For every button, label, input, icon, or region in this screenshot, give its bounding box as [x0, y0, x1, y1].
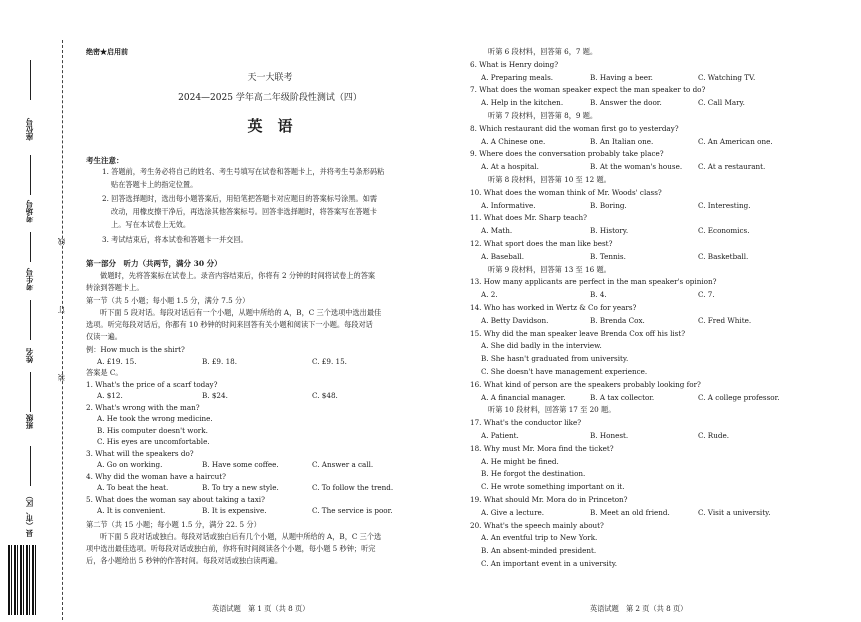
section2-title: 第二节（共 15 小题；每小题 1.5 分，满分 22. 5 分）: [86, 520, 261, 529]
note-line: 1. 答题前，考生务必将自己的姓名、考生号填写在试卷和答题卡上，并将考生号条形码粘: [102, 167, 385, 176]
option: B. Honest.: [590, 431, 629, 440]
option: B. To try a new style.: [202, 483, 279, 492]
section1-title: 第一节（共 5 小题；每小题 1.5 分，满分 7.5 分）: [86, 296, 250, 305]
option: C. At a restaurant.: [698, 162, 766, 172]
option: C. £9. 15.: [312, 356, 347, 366]
label-class: 班级: [25, 414, 34, 429]
option: C. A college professor.: [698, 392, 780, 402]
option: C. Rude.: [698, 431, 729, 440]
subject-title: 英 语: [247, 117, 293, 135]
example-answer: 答案是 C。: [86, 368, 123, 377]
option: C. Visit a university.: [698, 507, 771, 517]
intro-line: 选项。听完每段对话后，你都有 10 秒钟的时间来回答有关小题和阅读下一小题。每段对话: [86, 320, 373, 329]
fill-line: [30, 232, 31, 262]
option: A. A financial manager.: [481, 392, 566, 402]
option: C. His eyes are uncomfortable.: [97, 437, 210, 446]
option: A. Help in the kitchen.: [481, 98, 564, 108]
question: 14. Who has worked in Wertz & Co for years?: [470, 303, 637, 312]
question: 12. What sport does the man like best?: [470, 239, 613, 248]
option: A. Betty Davidson.: [481, 315, 549, 325]
option: B. Tennis.: [590, 251, 626, 261]
option: C. He wrote something important on it.: [481, 482, 625, 492]
fill-line: [30, 300, 31, 340]
option: B. An Italian one.: [590, 136, 654, 146]
option: C. Call Mary.: [698, 98, 745, 108]
question: 6. What is Henry doing?: [470, 59, 559, 69]
option: B. $24.: [202, 391, 228, 400]
option: B. 4.: [590, 290, 607, 300]
question: 2. What's wrong with the man?: [86, 402, 200, 412]
cut-word-bind: 装: [57, 374, 66, 382]
option: A. Baseball.: [481, 251, 525, 261]
cut-word-line: 线: [57, 238, 66, 246]
option: A. He took the wrong medicine.: [97, 414, 213, 423]
part1-title: 第一部分 听力（共两节，满分 30 分）: [86, 259, 222, 268]
option: B. Answer the door.: [590, 98, 662, 108]
option: C. Watching TV.: [698, 72, 756, 82]
material-heading: 听第 8 段材料，回答第 10 至 12 题。: [488, 175, 611, 184]
question: 10. What does the woman think of Mr. Woods' class?: [470, 187, 662, 197]
option: C. An American one.: [698, 136, 773, 146]
question: 11. What does Mr. Sharp teach?: [470, 213, 588, 223]
question: 1. What's the price of a scarf today?: [86, 379, 218, 389]
label-examinee: 考生号: [25, 268, 34, 291]
intro-line: 听下面 5 段对话或独白。每段对话或独白后有几个小题，从题中所给的 A，B，C 三个选: [100, 532, 382, 541]
note-line: 上。写在本试卷上无效。: [111, 220, 191, 229]
option: A. 2.: [481, 290, 498, 300]
material-heading: 听第 9 段材料，回答第 13 至 16 题。: [488, 264, 611, 274]
page-1-footer: 英语试题 第 1 页（共 8 页）: [212, 604, 310, 613]
option: B. Brenda Cox.: [590, 315, 645, 325]
notes-title: 考生注意：: [86, 156, 124, 165]
cut-word-order: 订: [57, 306, 66, 314]
note-line: 贴在答题卡上的指定位置。: [111, 180, 198, 189]
fill-line: [30, 155, 31, 195]
option: A. He might be fined.: [481, 456, 559, 466]
material-heading: 听第 10 段材料，回答第 17 至 20 题。: [488, 405, 616, 415]
option: A. Patient.: [481, 431, 519, 440]
example-question: 例：How much is the shirt?: [86, 345, 185, 354]
option: C. Answer a call.: [312, 460, 374, 469]
label-county: 县（市、区）: [25, 492, 34, 537]
option: B. £9. 18.: [202, 356, 237, 366]
fill-line: [30, 446, 31, 486]
secret-mark: 绝密★启用前: [86, 47, 128, 56]
intro-line: 转涂到答题卡上。: [86, 283, 144, 292]
label-name: 姓名: [25, 348, 34, 363]
option: B. She hasn't graduated from university.: [481, 354, 629, 364]
option: B. An absent-minded president.: [481, 546, 597, 556]
question: 18. Why must Mr. Mora find the ticket?: [470, 443, 614, 453]
option: A. An eventful trip to New York.: [481, 533, 598, 543]
option: B. Meet an old friend.: [590, 507, 670, 517]
option: C. Economics.: [698, 226, 750, 236]
option: C. $48.: [312, 391, 338, 400]
option: A. Give a lecture.: [481, 507, 545, 517]
note-line: 2. 回答选择题时，选出每小题答案后，用铅笔把答题卡对应题目的答案标号涂黑。如需: [102, 194, 378, 203]
intro-line: 听下面 5 段对话。每段对话后有一个小题，从题中所给的 A，B，C 三个选项中选出最佳: [100, 308, 382, 317]
question: 20. What's the speech mainly about?: [470, 520, 604, 530]
question: 4. Why did the woman have a haircut?: [86, 471, 226, 481]
option: C. She doesn't have management experience.: [481, 367, 648, 376]
page-2-footer: 英语试题 第 2 页（共 8 页）: [590, 604, 688, 613]
note-line: 改动，用橡皮擦干净后，再选涂其他答案标号。回答非选择题时，将答案写在答题卡: [111, 207, 377, 216]
label-seat: 座位号: [25, 118, 34, 141]
label-room: 考场号: [25, 200, 34, 223]
option: A. A Chinese one.: [481, 136, 546, 146]
option: B. Boring.: [590, 200, 627, 210]
option: B. His computer doesn't work.: [97, 425, 208, 435]
option: C. Basketball.: [698, 251, 749, 261]
option: C. An important event in a university.: [481, 559, 618, 568]
option: A. Math.: [481, 226, 513, 236]
option: B. Have some coffee.: [202, 460, 279, 469]
option: C. Interesting.: [698, 200, 751, 210]
option: A. Go on working.: [97, 460, 163, 469]
option: C. 7.: [698, 290, 715, 300]
exam-org: 天一大联考: [247, 73, 293, 83]
option: A. $12.: [97, 391, 123, 400]
option: A. Preparing meals.: [481, 72, 554, 82]
option: A. To beat the heat.: [97, 483, 169, 492]
question: 3. What will the speakers do?: [86, 448, 194, 458]
intro-line: 后，各小题给出 5 秒钟的作答时间。每段对话或独白读两遍。: [86, 556, 283, 565]
option: C. To follow the trend.: [312, 483, 394, 492]
option: B. He forgot the destination.: [481, 469, 586, 479]
question: 17. What's the conductor like?: [470, 418, 582, 428]
question: 19. What should Mr. Mora do in Princeton?: [470, 495, 628, 504]
option: C. The service is poor.: [312, 506, 393, 515]
question: 5. What does the woman say about taking a taxi?: [86, 494, 265, 504]
question: 13. How many applicants are perfect in the man speaker's opinion?: [470, 277, 717, 287]
fill-line: [30, 372, 31, 412]
option: A. She did badly in the interview.: [481, 341, 602, 351]
intro-line: 做题时，先将答案标在试卷上。录音内容结束后，你将有 2 分钟的时间将试卷上的答案: [100, 271, 376, 280]
option: B. A tax collector.: [590, 392, 655, 402]
option: A. It is convenient.: [97, 506, 166, 515]
intro-line: 仅读一遍。: [86, 332, 122, 341]
question: 15. Why did the man speaker leave Brenda Cox off his list?: [470, 328, 686, 338]
material-heading: 听第 7 段材料，回答第 8，9 题。: [488, 111, 598, 120]
option: A. At a hospital.: [481, 162, 539, 172]
question: 8. Which restaurant did the woman first go to yesterday?: [470, 123, 679, 133]
question: 16. What kind of person are the speakers probably looking for?: [470, 379, 701, 389]
option: A. £19. 15.: [97, 356, 137, 366]
option: B. At the woman's house.: [590, 162, 683, 172]
option: B. It is expensive.: [202, 506, 267, 515]
exam-title: 2024—2025 学年高二年级阶段性测试（四）: [178, 93, 362, 103]
option: C. Fred White.: [698, 315, 752, 325]
option: A. Informative.: [481, 200, 536, 210]
option: B. Having a beer.: [590, 72, 653, 82]
question: 9. Where does the conversation probably take place?: [470, 149, 664, 159]
material-heading: 听第 6 段材料，回答第 6，7 题。: [488, 47, 598, 56]
barcode-image: [8, 545, 38, 615]
intro-line: 项中选出最佳选项。听每段对话或独白前，你将有时间阅读各个小题，每小题 5 秒钟；听完: [86, 544, 376, 553]
question: 7. What does the woman speaker expect the man speaker to do?: [470, 85, 706, 95]
note-line: 3. 考试结束后，将本试卷和答题卡一并交回。: [102, 235, 248, 244]
option: B. History.: [590, 226, 629, 236]
